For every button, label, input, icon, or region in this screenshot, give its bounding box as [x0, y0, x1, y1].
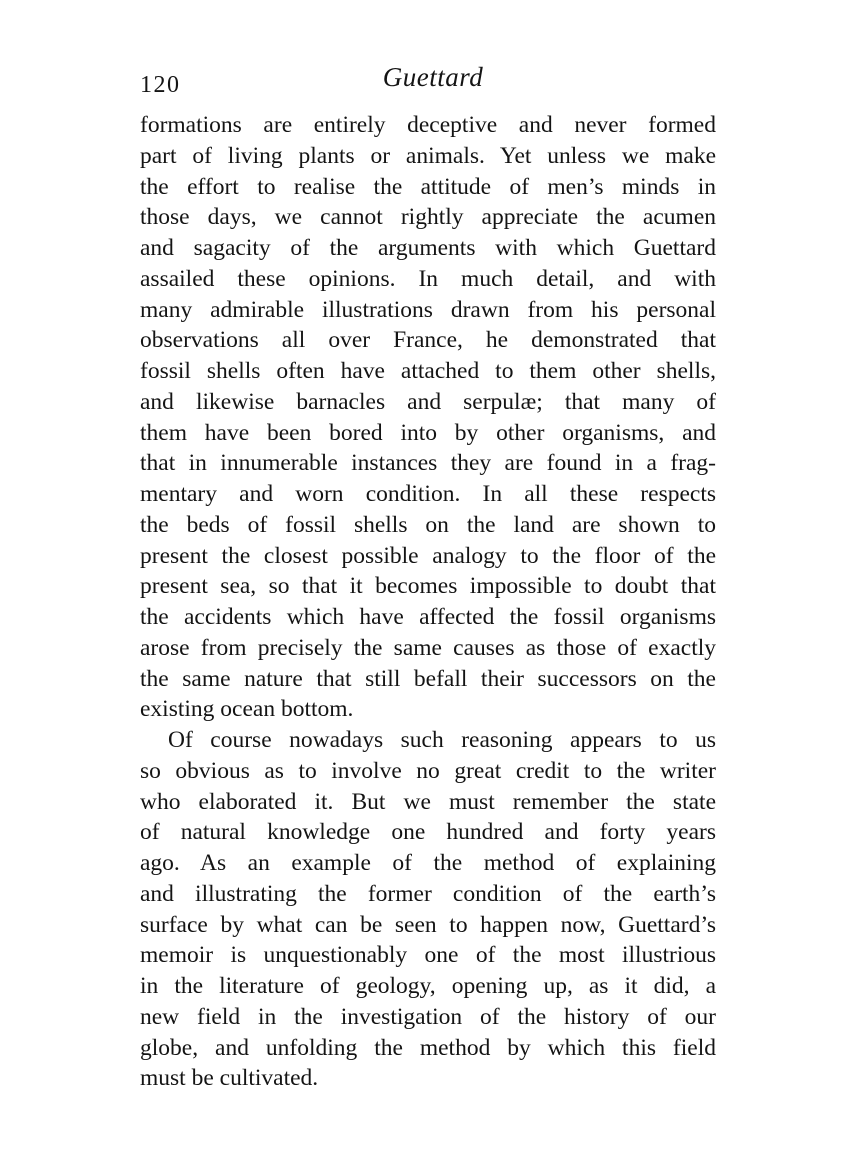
paragraph	[140, 110, 716, 725]
paragraph	[140, 725, 716, 1094]
text-line: fossil shells often have attached to them other shells,	[140, 358, 716, 384]
text-line: the accidents which have affected the fossil organisms	[140, 604, 716, 630]
text-line: arose from precisely the same causes as those of exactly	[140, 634, 716, 661]
body-text	[140, 110, 716, 1094]
text-line: present the closest possible analogy to the floor of the	[140, 542, 716, 569]
page-number: 120	[140, 72, 181, 98]
text-line: existing ocean bottom.	[140, 696, 354, 723]
text-line: so obvious as to involve no great credit to the writer	[140, 757, 716, 784]
text-line: who elaborated it. But we must remember the state	[140, 788, 716, 815]
text-line: Of course nowadays such reasoning appears to us	[168, 727, 716, 753]
text-line: new field in the investigation of the history of our	[140, 1003, 716, 1030]
text-line: must be cultivated.	[140, 1065, 319, 1092]
text-line: memoir is unquestionably one of the most illustrious	[140, 942, 716, 969]
text-line: the same nature that still befall their successors on the	[140, 665, 716, 692]
text-line: observations all over France, he demonstrated that	[140, 327, 716, 354]
text-line: those days, we cannot rightly appreciate the acumen	[140, 204, 716, 231]
text-line: that in innumerable instances they are found in a frag-	[140, 450, 716, 477]
text-line: the effort to realise the attitude of men’s minds in	[140, 173, 716, 200]
text-line: the beds of fossil shells on the land are shown to	[140, 511, 716, 538]
text-line: them have been bored into by other organisms, and	[140, 419, 716, 446]
text-line: assailed these opinions. In much detail, and with	[140, 265, 716, 292]
text-line: of natural knowledge one hundred and forty years	[140, 819, 716, 846]
text-line: globe, and unfolding the method by which this field	[140, 1034, 716, 1061]
text-line: mentary and worn condition. In all these respects	[140, 481, 716, 507]
text-line: in the literature of geology, opening up, as it did, a	[140, 973, 716, 999]
text-line: formations are entirely deceptive and never formed	[140, 112, 716, 138]
text-line: part of living plants or animals. Yet unless we make	[140, 142, 716, 169]
text-line: and illustrating the former condition of the earth’s	[140, 880, 716, 907]
text-line: present sea, so that it becomes impossible to doubt that	[140, 573, 716, 600]
text-line: surface by what can be seen to happen now, Guettard’s	[140, 911, 716, 938]
text-line: and sagacity of the arguments with which Guettard	[140, 235, 716, 261]
running-head: Guettard	[382, 62, 484, 92]
text-line: and likewise barnacles and serpulæ; that many of	[140, 388, 716, 415]
text-line: many admirable illustrations drawn from his personal	[140, 296, 716, 323]
page-header	[140, 60, 716, 100]
text-line: ago. As an example of the method of explaining	[140, 850, 716, 876]
